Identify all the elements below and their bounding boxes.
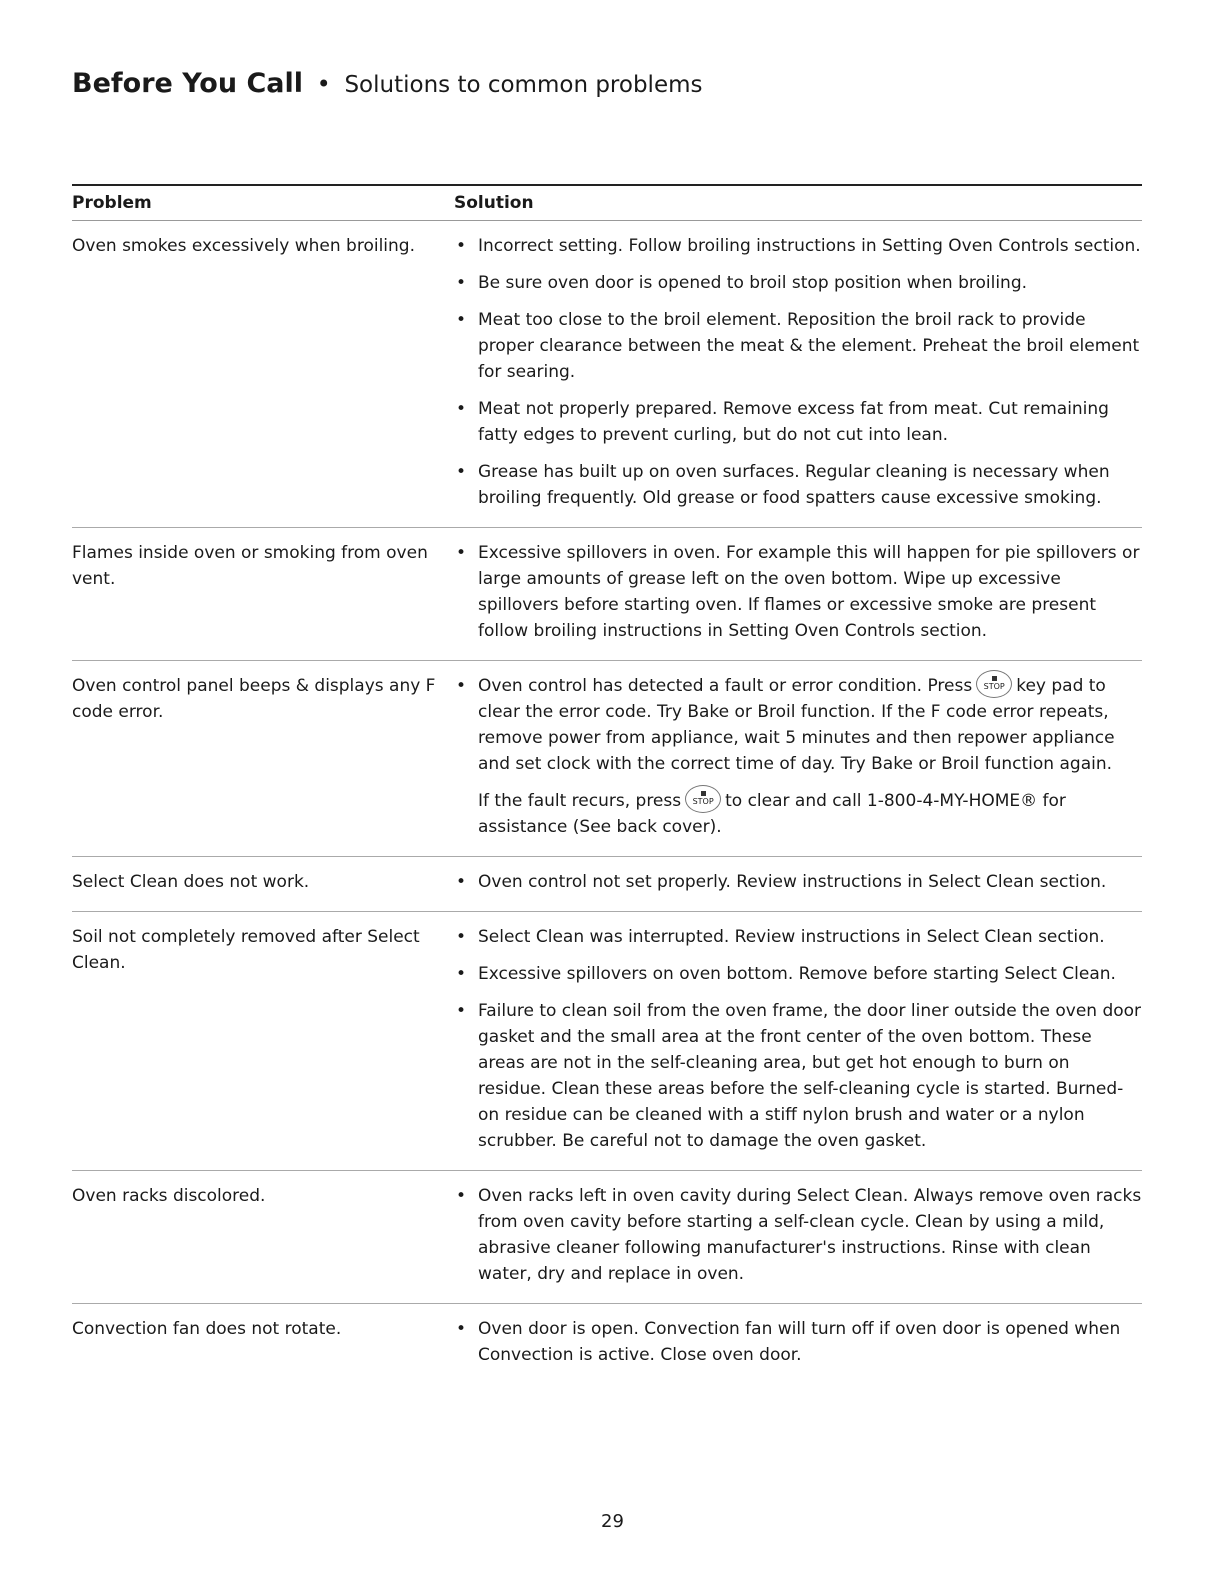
stop-key-icon [685, 785, 721, 813]
page-subtitle: Solutions to common problems [344, 72, 703, 98]
solution-cell [454, 673, 1142, 840]
solution-cell [454, 924, 1142, 1154]
table-row [72, 912, 1142, 1171]
solution-item [454, 233, 1142, 259]
solution-text: Excessive spillovers on oven bottom. Remove before starting Select Clean. [478, 964, 1116, 984]
bullet: • [456, 1186, 467, 1206]
solution-item [454, 540, 1142, 644]
table-header [72, 186, 1142, 221]
stop-square-icon [992, 676, 997, 681]
solution-item [454, 459, 1142, 511]
bullet: • [456, 1001, 467, 1021]
solution-text: Oven racks left in oven cavity during Select Clean. Always remove oven racks from oven cavity before starting a self-clean cycle. Clean by using a mild, abrasive cleaner following manufacturer's instructions. Rinse with clean water, dry and replace in oven. [478, 1186, 1142, 1284]
solution-text: Oven control not set properly. Review instructions in Select Clean section. [478, 872, 1107, 892]
solution-item [454, 869, 1142, 895]
solution-item [454, 1316, 1142, 1368]
stop-key-icon [976, 670, 1012, 698]
stop-key-label: STOP [983, 682, 1005, 691]
solution-cell [454, 540, 1142, 644]
page-title: Before You Call [72, 68, 304, 99]
bullet: • [456, 964, 467, 984]
solution-item [454, 998, 1142, 1154]
bullet: • [456, 927, 467, 947]
table-row [72, 661, 1142, 857]
table-row [72, 1171, 1142, 1304]
troubleshooting-table [72, 184, 1142, 1384]
solution-text: Excessive spillovers in oven. For example this will happen for pie spillovers or large amounts of grease left on the oven bottom. Wipe up excessive spillovers before starting oven. If flames or excessive smoke are present follow broiling instructions in Setting Oven Controls section. [478, 543, 1140, 641]
solution-text: Failure to clean soil from the oven frame, the door liner outside the oven door gasket and the small area at the front center of the oven bottom. These areas are not in the self-cleaning area, but get hot enough to burn on residue. Clean these areas before the self-cleaning cycle is started. Burned-on residue can be cleaned with a stiff nylon brush and water or a nylon scrubber. Be careful not to damage the oven gasket. [478, 1001, 1142, 1151]
solution-item [454, 396, 1142, 448]
bullet: • [456, 273, 467, 293]
problem-column-header: Problem [72, 193, 152, 213]
solution-text: Meat not properly prepared. Remove excess fat from meat. Cut remaining fatty edges to prevent curling, but do not cut into lean. [478, 399, 1109, 445]
bullet: • [456, 676, 467, 696]
bullet: • [456, 543, 467, 563]
table-row [72, 528, 1142, 661]
solution-cell [454, 1316, 1142, 1368]
bullet: • [456, 310, 467, 330]
bullet: • [456, 236, 467, 256]
problem-text: Oven racks discolored. [72, 1186, 266, 1206]
solution-text: Meat too close to the broil element. Reposition the broil rack to provide proper clearance between the meat & the element. Preheat the broil element for searing. [478, 310, 1140, 382]
solution-text: Incorrect setting. Follow broiling instructions in Setting Oven Controls section. [478, 236, 1141, 256]
solution-text: Oven door is open. Convection fan will turn off if oven door is opened when Convection is active. Close oven door. [478, 1319, 1121, 1365]
page-number: 29 [601, 1511, 624, 1532]
stop-key-label: STOP [692, 797, 714, 806]
solution-cell [454, 1183, 1142, 1287]
solution-cell [454, 869, 1142, 895]
solution-text: Oven control has detected a fault or error condition. Press [478, 676, 973, 696]
bullet: • [456, 872, 467, 892]
problem-text: Flames inside oven or smoking from oven vent. [72, 543, 428, 589]
table-row [72, 221, 1142, 528]
solution-text: key pad to clear the error code. Try Bake or Broil function. If the F code error repeats, remove power from appliance, wait 5 minutes and then repower appliance and set clock with the correct time of day. Try Bake or Broil function again. [478, 676, 1115, 774]
table-row [72, 1304, 1142, 1384]
header-bullet: • [316, 70, 331, 98]
solution-item [454, 1183, 1142, 1287]
bullet: • [456, 462, 467, 482]
solution-text: to clear and call 1-800-4-MY-HOME® for assistance (See back cover). [478, 791, 1066, 837]
problem-text: Oven smokes excessively when broiling. [72, 236, 415, 256]
problem-text: Soil not completely removed after Select Clean. [72, 927, 420, 973]
solution-item [454, 924, 1142, 950]
solution-cell [454, 233, 1142, 511]
solution-item [454, 307, 1142, 385]
page-header [72, 68, 702, 99]
bullet: • [456, 1319, 467, 1339]
problem-text: Select Clean does not work. [72, 872, 310, 892]
solution-text: Be sure oven door is opened to broil stop position when broiling. [478, 273, 1028, 293]
solution-item [454, 270, 1142, 296]
solution-text: If the fault recurs, press [478, 791, 682, 811]
solution-item [454, 961, 1142, 987]
table-row [72, 857, 1142, 912]
solution-text: Select Clean was interrupted. Review instructions in Select Clean section. [478, 927, 1105, 947]
problem-text: Convection fan does not rotate. [72, 1319, 342, 1339]
solution-continuation [454, 788, 1142, 840]
stop-square-icon [701, 791, 706, 796]
problem-text: Oven control panel beeps & displays any F code error. [72, 676, 436, 722]
bullet: • [456, 399, 467, 419]
solution-item [454, 673, 1142, 777]
solution-column-header: Solution [454, 193, 534, 213]
solution-text: Grease has built up on oven surfaces. Regular cleaning is necessary when broiling frequently. Old grease or food spatters cause excessive smoking. [478, 462, 1110, 508]
